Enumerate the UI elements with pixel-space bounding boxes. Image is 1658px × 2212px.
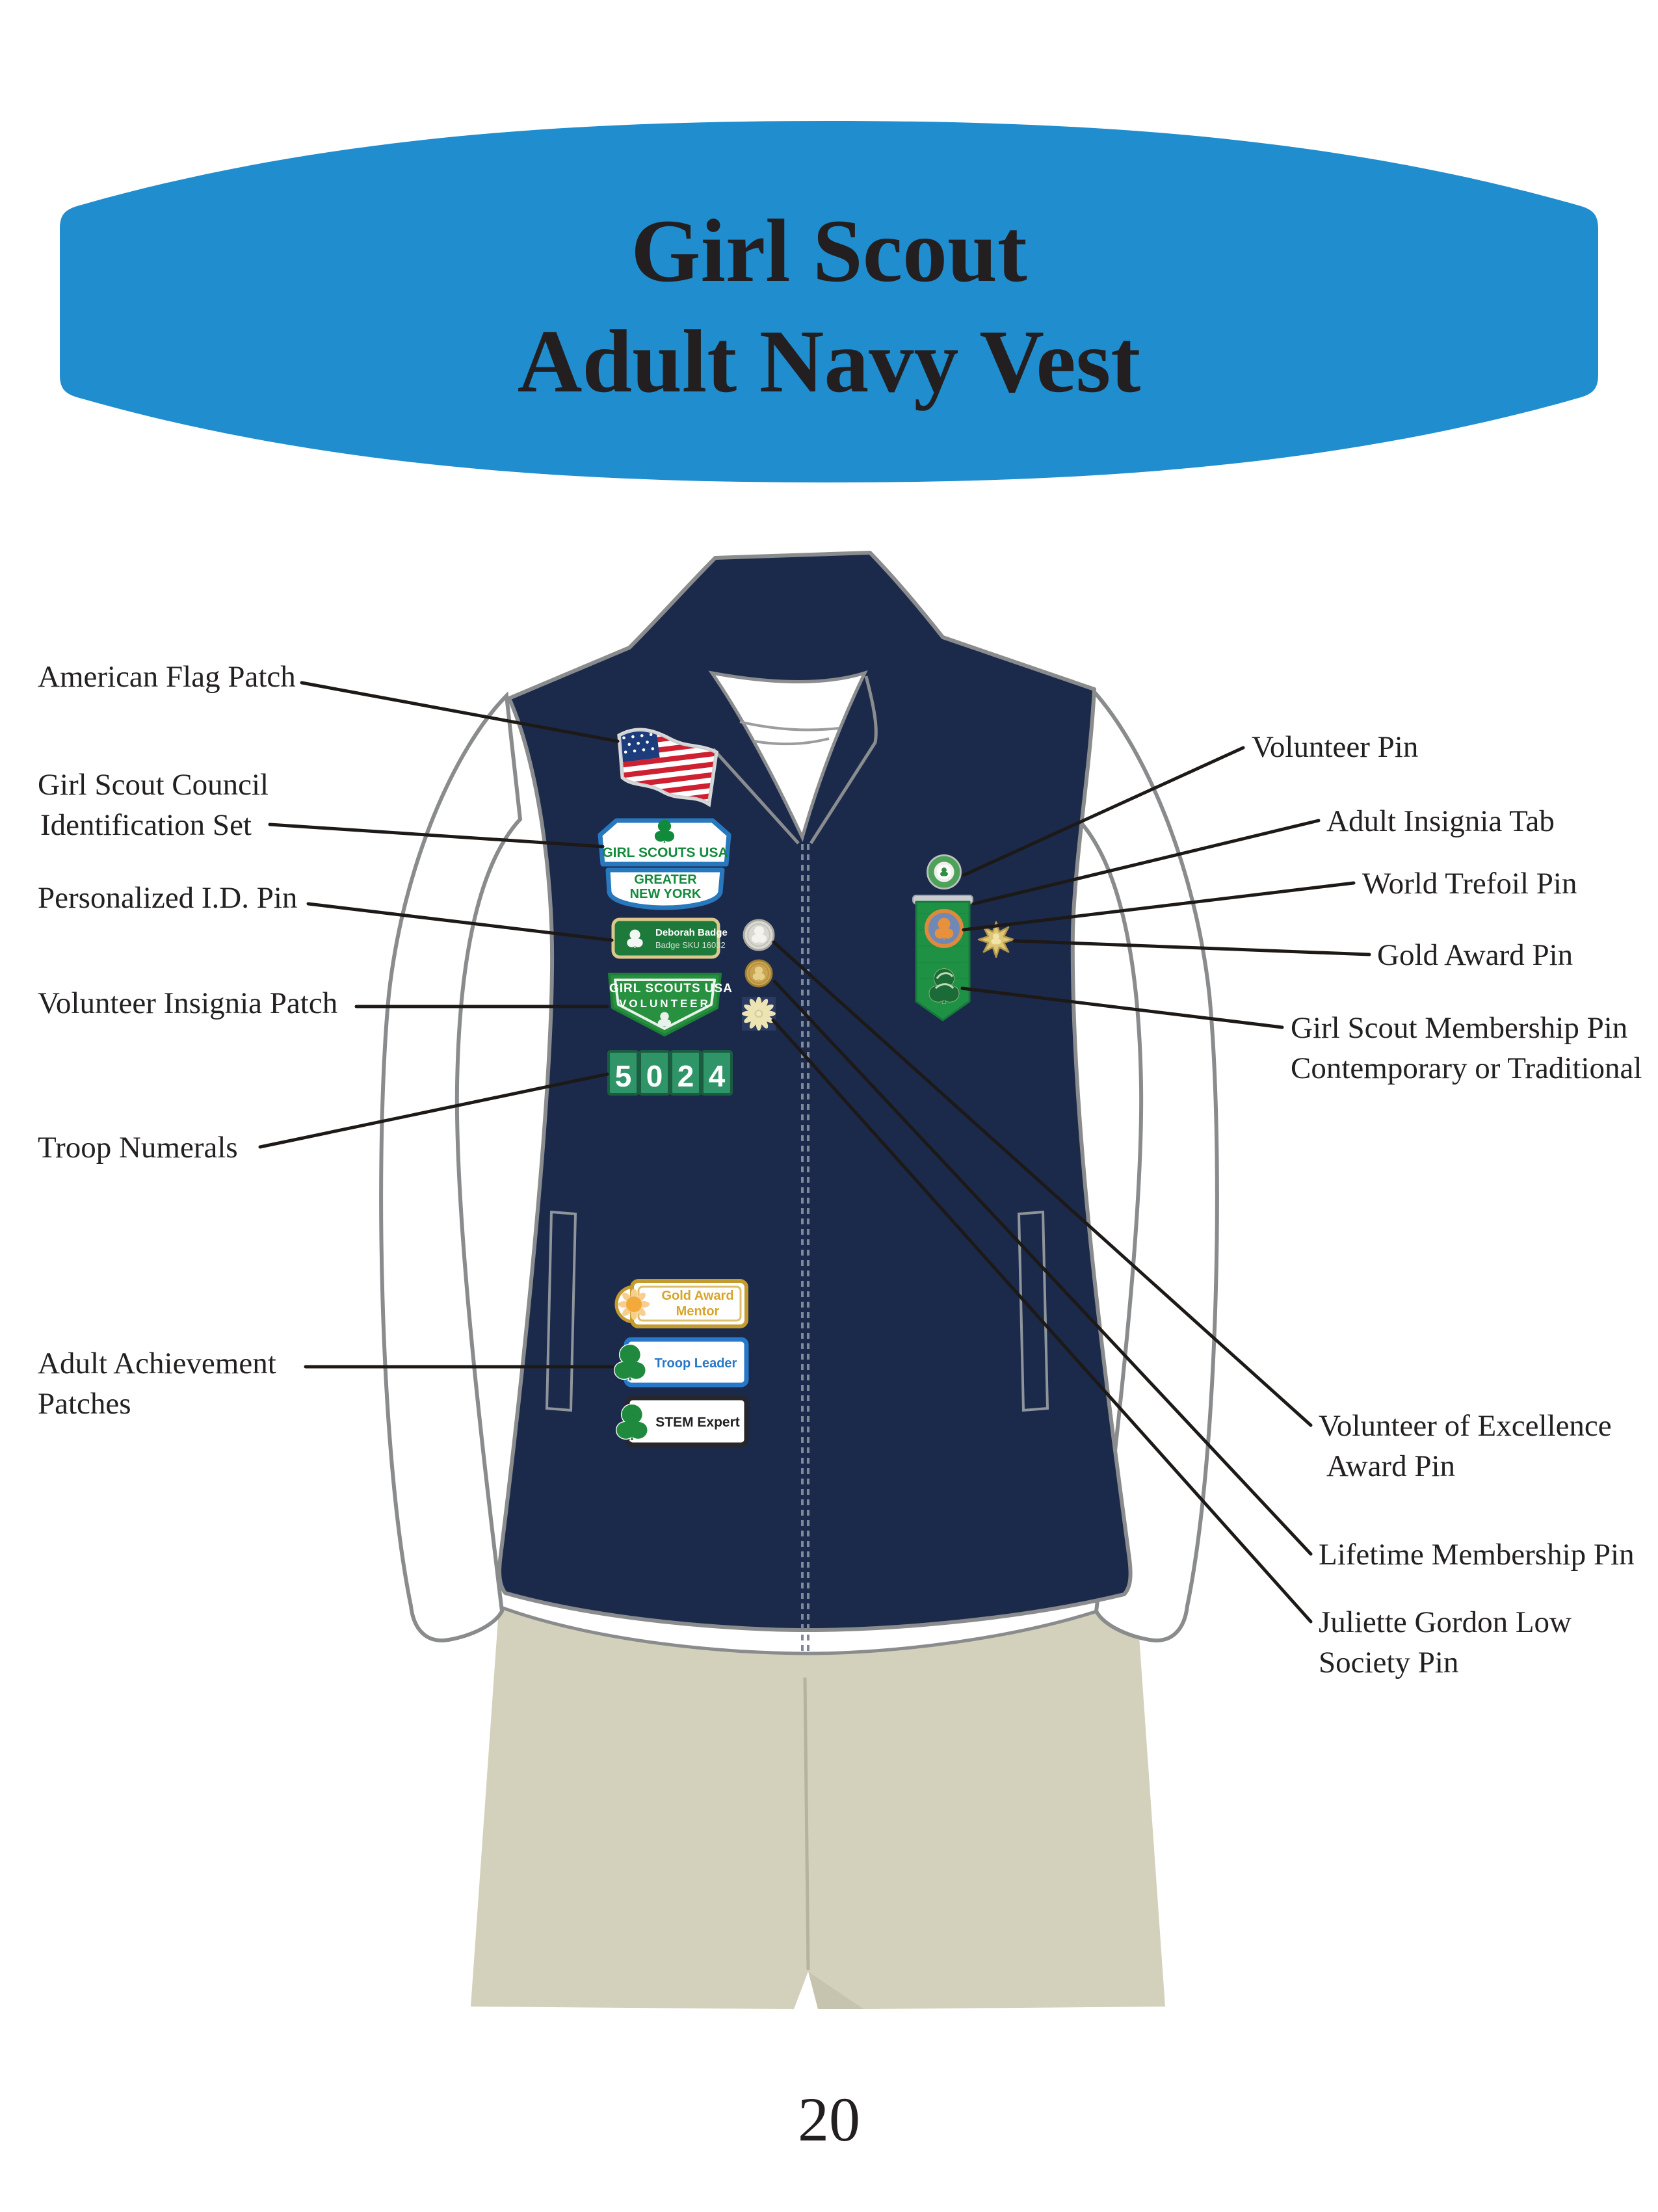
council-top-text: GIRL SCOUTS USA — [602, 845, 728, 860]
council-newyork-text: NEW YORK — [629, 887, 702, 901]
label-troop-numerals: Troop Numerals — [38, 1131, 238, 1165]
troop-numeral-2: 0 — [646, 1059, 663, 1093]
label-lifetime-pin: Lifetime Membership Pin — [1319, 1538, 1635, 1572]
world-trefoil-pin — [927, 911, 962, 946]
page-number: 20 — [798, 2085, 860, 2154]
troop-leader-text: Troop Leader — [654, 1356, 737, 1371]
label-world-trefoil-pin: World Trefoil Pin — [1362, 867, 1577, 901]
label-volunteer-insignia: Volunteer Insignia Patch — [38, 986, 338, 1020]
personalized-id-pin — [613, 919, 718, 957]
label-volunteer-pin: Volunteer Pin — [1252, 730, 1419, 764]
volunteer-of-excellence-pin — [744, 920, 774, 950]
troop-numeral-3: 2 — [677, 1059, 694, 1093]
council-greater-text: GREATER — [634, 873, 697, 887]
id-pin-name-text: Deborah Badge — [655, 927, 728, 938]
sun-icon — [618, 1289, 650, 1320]
label-council-line1: Girl Scout Council — [38, 768, 269, 802]
juliette-gordon-low-society-pin — [742, 997, 776, 1031]
stem-expert-text: STEM Expert — [655, 1415, 740, 1430]
troop-numeral-1: 5 — [614, 1059, 632, 1093]
label-adult-insignia-tab: Adult Insignia Tab — [1326, 804, 1555, 838]
label-voe-line2: Award Pin — [1326, 1449, 1456, 1483]
volunteer-patch-line2: VOLUNTEER — [619, 997, 711, 1010]
lifetime-membership-pin — [746, 960, 772, 986]
gold-award-mentor-line1: Gold Award — [661, 1289, 734, 1303]
banner-title-line1: Girl Scout — [631, 201, 1027, 300]
label-achievement-line1: Adult Achievement — [38, 1347, 276, 1380]
volunteer-patch-line1: GIRL SCOUTS USA — [609, 982, 733, 995]
banner-title-line2: Adult Navy Vest — [517, 311, 1141, 411]
gold-award-mentor-line2: Mentor — [676, 1304, 720, 1319]
shorts — [471, 1600, 1165, 2009]
troop-numeral-4: 4 — [708, 1059, 726, 1093]
volunteer-pin — [927, 855, 961, 889]
label-jgl-line1: Juliette Gordon Low — [1319, 1605, 1572, 1639]
label-achievement-line2: Patches — [38, 1387, 131, 1421]
label-membership-line2: Contemporary or Traditional — [1291, 1051, 1642, 1085]
label-council-line2: Identification Set — [40, 808, 252, 842]
gold-award-mentor-patch — [616, 1281, 746, 1326]
label-personalized-id-pin: Personalized I.D. Pin — [38, 881, 298, 915]
id-pin-sku-text: Badge SKU 16032 — [655, 940, 726, 950]
label-voe-line1: Volunteer of Excellence — [1319, 1409, 1612, 1443]
label-gold-award-pin: Gold Award Pin — [1377, 938, 1573, 972]
label-membership-line1: Girl Scout Membership Pin — [1291, 1011, 1628, 1045]
vest — [499, 553, 1131, 1652]
label-american-flag-patch: American Flag Patch — [38, 660, 296, 694]
label-jgl-line2: Society Pin — [1319, 1646, 1459, 1679]
